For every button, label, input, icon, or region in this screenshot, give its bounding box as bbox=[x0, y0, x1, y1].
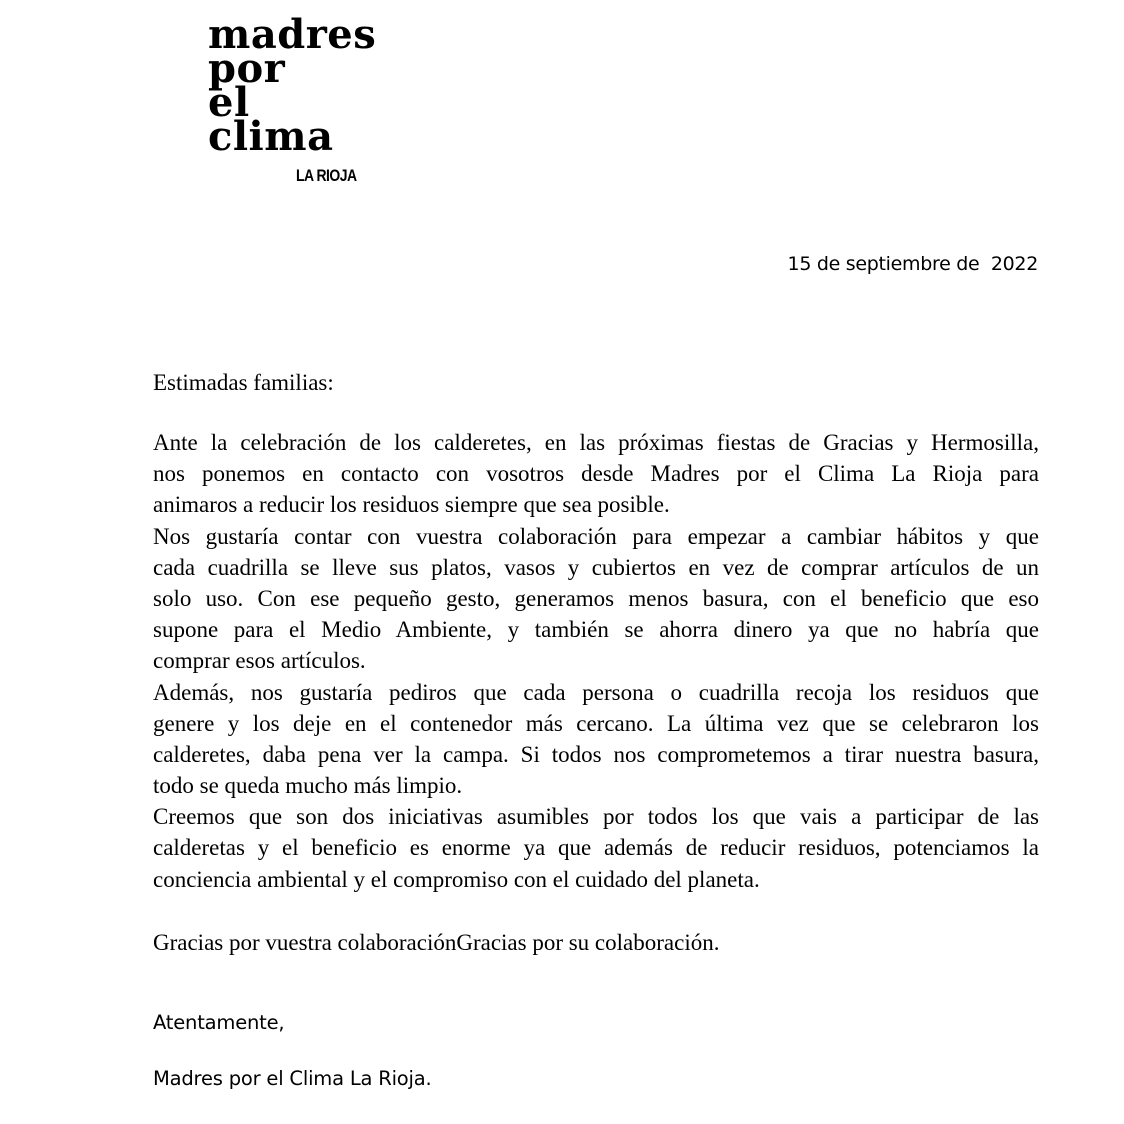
body-line: supone para el Medio Ambiente, y también se ahorra dinero ya que no habría que bbox=[153, 617, 1039, 643]
body-line: nos ponemos en contacto con vosotros desde Madres por el Clima La Rioja para bbox=[153, 461, 1039, 487]
thanks-note bbox=[153, 927, 1039, 958]
body-line: animaros a reducir los residuos siempre que sea posible. bbox=[153, 492, 670, 518]
body-line: Además, nos gustaría pediros que cada persona o cuadrilla recoja los residuos que bbox=[153, 679, 1039, 705]
logo-word: madres bbox=[208, 11, 377, 58]
paragraph-1 bbox=[153, 427, 1039, 521]
body-line: solo uso. Con ese pequeño gesto, generamos menos basura, con el beneficio que eso bbox=[153, 585, 1039, 611]
logo-region: LA RIOJA bbox=[296, 166, 357, 185]
body-line: calderetes, daba pena ver la campa. Si todos nos comprometemos a tirar nuestra basura, bbox=[153, 741, 1039, 767]
salutation bbox=[153, 367, 1039, 398]
logo-word: el bbox=[208, 79, 250, 126]
thanks-text: Gracias por vuestra colaboraciónGracias por su colaboración. bbox=[153, 930, 720, 955]
letter-date: 15 de septiembre de 2022 bbox=[787, 253, 1038, 275]
body-line: Creemos que son dos iniciativas asumibles por todos los que vais a participar de las bbox=[153, 804, 1039, 830]
body-line: todo se queda mucho más limpio. bbox=[153, 773, 463, 799]
paragraph-2 bbox=[153, 521, 1039, 677]
body-line: comprar esos artículos. bbox=[153, 648, 366, 674]
body-line: Nos gustaría contar con vuestra colaboración para empezar a cambiar hábitos y que bbox=[153, 523, 1039, 549]
organization-logo bbox=[208, 11, 408, 185]
body-line: conciencia ambiental y el compromiso con el cuidado del planeta. bbox=[153, 866, 760, 892]
paragraph-3 bbox=[153, 677, 1039, 802]
logo-word: por bbox=[208, 45, 286, 92]
body-line: cada cuadrilla se lleve sus platos, vasos y cubiertos en vez de comprar artículos de un bbox=[153, 554, 1039, 580]
paragraph-4 bbox=[153, 801, 1039, 895]
letter-body bbox=[153, 427, 1039, 895]
body-line: genere y los deje en el contenedor más cercano. La última vez que se celebraron los bbox=[153, 710, 1039, 736]
body-line: calderetas y el beneficio es enorme ya que además de reducir residuos, potenciamos la bbox=[153, 835, 1039, 861]
logo-word: clima bbox=[208, 113, 334, 160]
body-line: Ante la celebración de los calderetes, en las próximas fiestas de Gracias y Hermosilla, bbox=[153, 430, 1039, 455]
salutation-text: Estimadas familias: bbox=[153, 370, 334, 395]
closing: Atentamente, bbox=[153, 1011, 285, 1034]
signature: Madres por el Clima La Rioja. bbox=[153, 1067, 432, 1090]
